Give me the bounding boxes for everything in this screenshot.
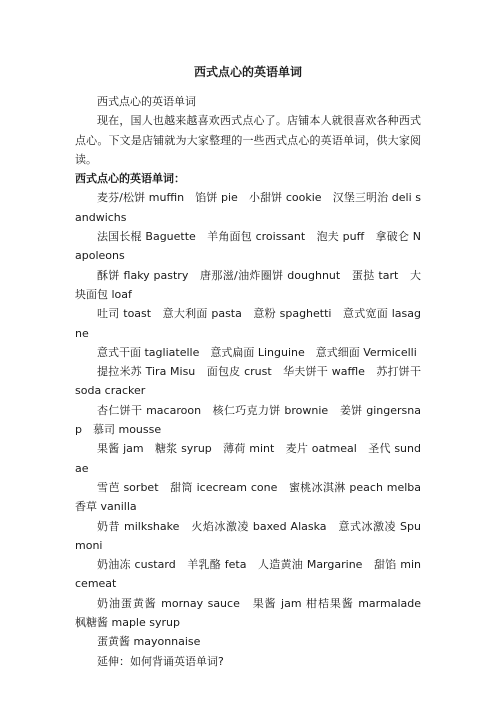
extension-line: 延伸：如何背诵英语单词?: [97, 654, 224, 668]
vocab-line: 蛋黄酱 mayonnaise: [97, 635, 201, 649]
vocab-line: 麦芬/松饼 muffin 馅饼 pie 小甜饼 cookie 汉堡三明治 deli sandwichs: [75, 191, 421, 224]
vocab-line: 酥饼 flaky pastry 唐那滋/油炸圈饼 doughnut 蛋挞 tart 大块面包 loaf: [75, 268, 421, 301]
vocab-line: 法国长棍 Baguette 羊角面包 croissant 泡夫 puff 拿破仑 Napoleons: [75, 230, 421, 263]
intro-title-paragraph: 西式点心的英语单词: [97, 95, 196, 108]
vocab-line: 雪芭 sorbet 甜筒 icecream cone 蜜桃冰淇淋 peach melba 香草 vanilla: [75, 480, 432, 514]
document-title: 西式点心的英语单词: [193, 65, 302, 79]
vocab-line: 意式干面 tagliatelle 意式扁面 Linguine 意式细面 Vermicelli: [97, 345, 417, 359]
section-heading: 西式点心的英语单词：: [75, 172, 185, 186]
vocab-line: 提拉米苏 Tira Misu 面包皮 crust 华夫饼干 waffle 苏打饼干 soda cracker: [75, 365, 421, 398]
intro-paragraph: 现在，国人也越来越喜欢西式点心了。店铺本人就很喜欢各种西式点心。下文是店铺就为大家整理的一些西式点心的英语单词，供大家阅读。: [75, 114, 421, 166]
vocab-line: 果酱 jam 糖浆 syrup 薄荷 mint 麦片 oatmeal 圣代 sundae: [75, 442, 421, 475]
vocab-line: 吐司 toast 意大利面 pasta 意粉 spaghetti 意式宽面 lasagne: [75, 307, 421, 340]
vocab-line: 奶油蛋黄酱 mornay sauce 果酱 jam 柑桔果酱 marmalade 枫糖酱 maple syrup: [75, 596, 432, 630]
vocab-line: 杏仁饼干 macaroon 核仁巧克力饼 brownie 姜饼 gingersnap 慕司 mousse: [75, 403, 421, 437]
document-body: [75, 92, 432, 671]
vocab-line: 奶昔 milkshake 火焰冰激凌 baxed Alaska 意式冰激凌 Spumoni: [75, 519, 421, 552]
vocab-line: 奶油冻 custard 羊乳酪 feta 人造黄油 Margarine 甜馅 mincemeat: [75, 558, 421, 591]
